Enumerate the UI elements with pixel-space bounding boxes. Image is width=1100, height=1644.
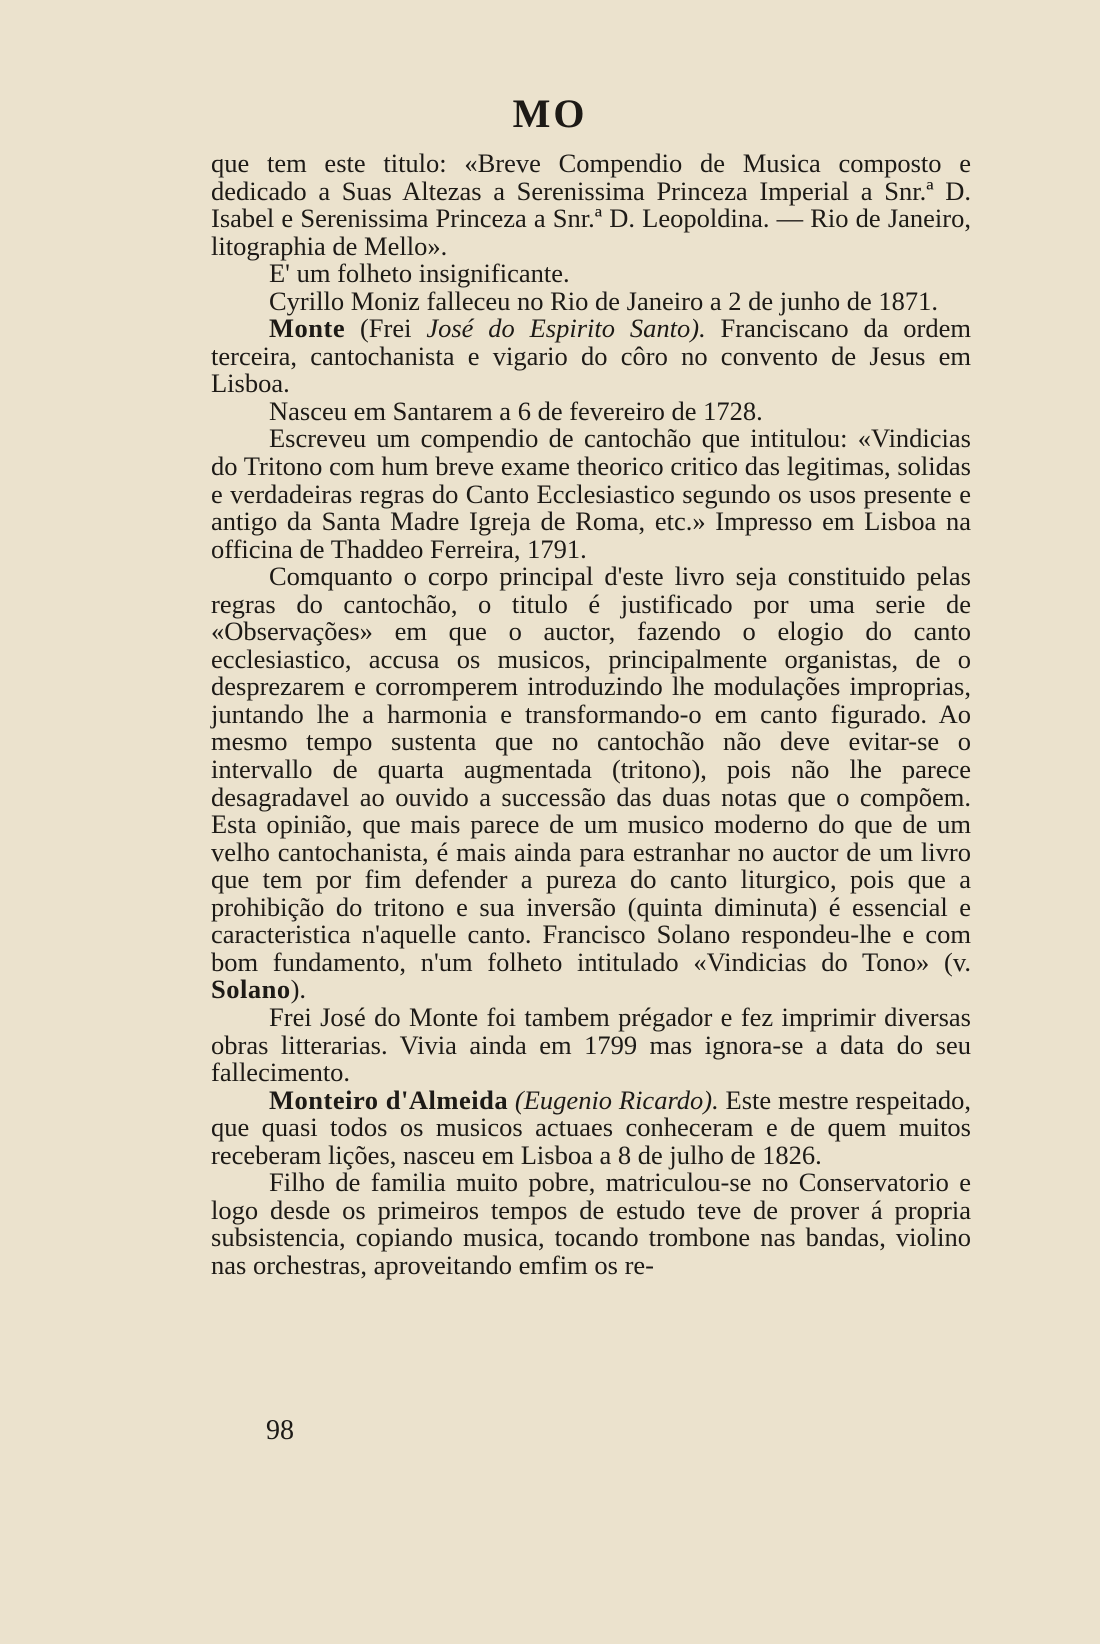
paragraph: Escreveu um compendio de cantochão que intitulou: «Vindicias do Tritono com hum breve exame theorico critico das legitimas, solidas e verdadeiras regras do Canto Ecclesiastico segundo os usos presente e antigo da Santa Madre Igreja de Roma, etc.» Impresso em Lisboa na officina de Thaddeo Ferreira, 1791. xyxy=(211,423,971,564)
page-number: 98 xyxy=(266,1415,294,1446)
paragraph: Filho de familia muito pobre, matriculou-se no Conservatorio e logo desde os primeiros tempos de estudo teve de prover á propria subsistencia, copiando musica, tocando trombone nas bandas, violino nas orchestras, aproveitando emfim os re- xyxy=(211,1167,971,1280)
cross-reference: Solano xyxy=(211,974,291,1005)
entry-monteiro-dalmeida: Monteiro d'Almeida (Eugenio Ricardo). Este mestre respeitado, que quasi todos os musicos actuaes conheceram e de quem muitos receberam lições, nasceu em Lisboa a 8 de julho de 1826. xyxy=(211,1084,971,1170)
entry-monte: Monte (Frei José do Espirito Santo). Franciscano da ordem terceira, cantochanista e vigario do côro no convento de Jesus em Lisboa. xyxy=(211,313,972,399)
paragraph: E' um folheto insignificante. xyxy=(269,258,570,289)
paragraph: Nasceu em Santarem a 6 de fevereiro de 1728. xyxy=(269,395,763,426)
running-header: MO xyxy=(512,91,588,136)
entry-heading: Monte xyxy=(269,313,346,344)
entry-heading: Monteiro d'Almeida xyxy=(269,1084,509,1115)
body-text xyxy=(211,150,971,1279)
paragraph: Cyrillo Moniz falleceu no Rio de Janeiro a 2 de junho de 1871. xyxy=(269,285,938,316)
paragraph: que tem este titulo: «Breve Compendio de Musica composto e dedicado a Suas Altezas a Serenissima Princeza Imperial a Snr.ª D. Isabel e Serenissima Princeza a Snr.ª D. Leopoldina. — Rio de Janeiro, litographia de Mello». xyxy=(211,148,971,261)
paragraph: Comquanto o corpo principal d'este livro seja constituido pelas regras do cantochão, o titulo é justificado por uma serie de «Observações» em que o auctor, fazendo o elogio do canto ecclesiastico, accusa os musicos, principalmente organistas, de o desprezarem e corromperem introduzindo lhe modulações improprias, juntando lhe a harmonia e transformando-o em canto figurado. Ao mesmo tempo sustenta que no cantochão não deve evitar-se o intervallo de quarta augmentada (tritono), pois não lhe parece desagradavel ao ouvido a successão das duas notas que o compõem. Esta opinião, que mais parece de um musico moderno do que de um velho cantochanista, é mais ainda para estranhar no auctor de um livro que tem por fim defender a pureza do canto liturgico, pois que a prohibição do tritono e sua inversão (quinta diminuta) é essencial e caracteristica n'aquelle canto. Francisco Solano respondeu-lhe e com bom fundamento, n'um folheto intitulado «Vindicias do Tono» (v. Solano). xyxy=(211,561,971,1005)
paragraph: Frei José do Monte foi tambem prégador e fez imprimir diversas obras litterarias. Vivia ainda em 1799 mas ignora-se a data do seu fallecimento. xyxy=(211,1001,971,1088)
